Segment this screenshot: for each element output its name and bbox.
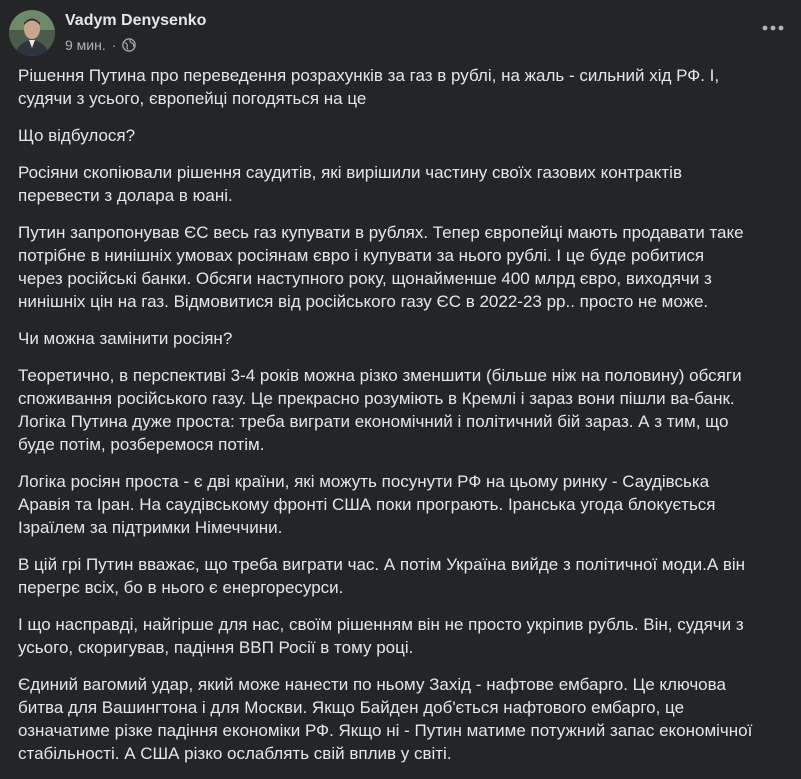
- globe-icon[interactable]: [122, 38, 136, 52]
- author-name[interactable]: Vadym Denysenko: [65, 12, 207, 29]
- post-paragraph: Путин запропонував ЄС весь газ купувати в рублях. Тепер європейці мають продавати таке потрібне в нинішніх умовах росіянам євро і купувати за нього рублі. І це буде робитися через російські банки. Обсяги наступного року, щонайменше 400 млрд євро, виходячи з нинішніх цін на газ. Відмовитися від російського газу ЄС в 2022-23 рр.. просто не може.: [18, 223, 744, 311]
- post-paragraph: Логіка росіян проста - є дві країни, які можуть посунути РФ на цьому ринку - Саудівська Аравія та Іран. На саудівському фронті США поки програють. Іранська угода блокується Ізраїлем за підтримки Німеччини.: [18, 472, 716, 537]
- post-paragraph: Росіяни скопіювали рішення саудитів, які вирішили частину своїх газових контрактів перевести з долара в юані.: [18, 163, 682, 205]
- post-paragraph: Теоретично, в перспективі 3-4 років можна різко зменшити (більше ніж на половину) обсяги споживання російського газу. Це прекрасно розуміють в Кремлі і зараз вони пішли ва-банк. Логіка Путина дуже проста: треба виграти економічний і політичний бій зараз. А з тим, що буде потім, розберемося потім.: [18, 366, 742, 454]
- post-time[interactable]: 9 мин.: [65, 37, 106, 53]
- post-paragraph: Чи можна замінити росіян?: [18, 329, 233, 348]
- post-meta: [65, 36, 136, 54]
- post-paragraph: Єдиний вагомий удар, який може нанести по ньому Захід - нафтове ембарго. Це ключова битва для Вашингтона і для Москви. Якщо Байден доб'ється нафтового ембарго, це означатиме різке падіння економіки РФ. Якщо ні - Путин матиме потужний запас економічної стабільності. А США різко ослаблять свій вплив у світі.: [18, 675, 753, 763]
- post-body: [0, 64, 801, 779]
- meta-separator: ·: [111, 37, 117, 53]
- post-paragraph: І що насправді, найгірше для нас, своїм рішенням він не просто укріпив рубль. Він, судячи з усього, скоригував, падіння ВВП Росії в тому році.: [18, 615, 744, 657]
- post-paragraph: В цій грі Путин вважає, що треба виграти час. А потім Україна вийде з політичної моди.А він перегрє всіх, бо в нього є енергоресурси.: [18, 555, 746, 597]
- post-paragraph: Що відбулося?: [18, 126, 136, 145]
- post-paragraph: Рішення Путина про переведення розрахунків за газ в рублі, на жаль - сильний хід РФ. І, судячи з усього, європейці погодяться на це: [18, 66, 720, 108]
- more-options-icon[interactable]: [759, 18, 787, 38]
- avatar-photo: [9, 10, 55, 56]
- post-header: [0, 0, 801, 64]
- author-avatar[interactable]: [9, 10, 55, 56]
